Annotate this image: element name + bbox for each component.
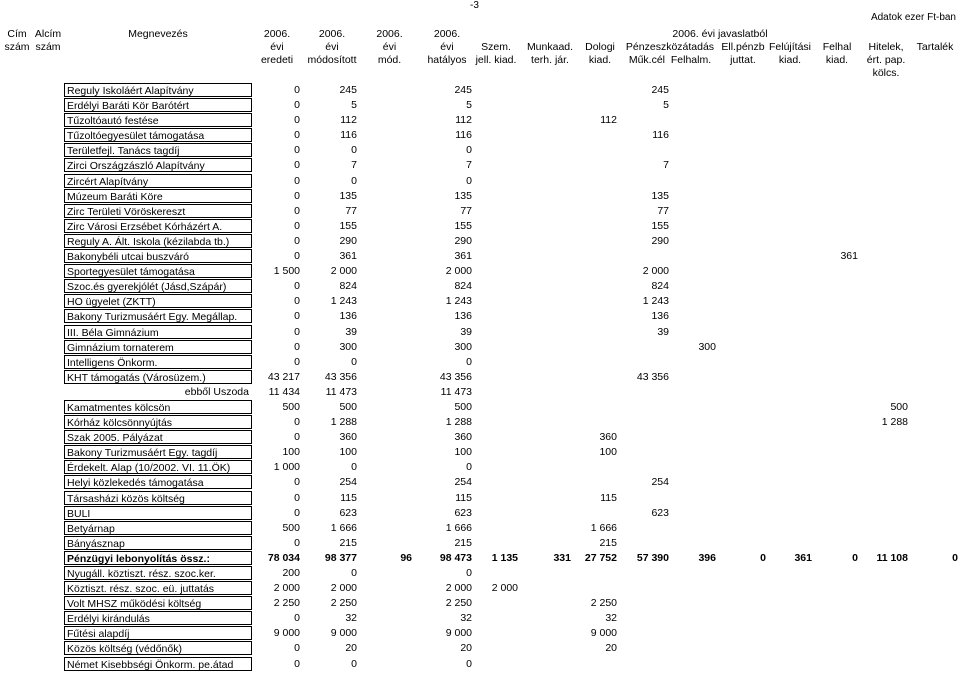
cell-hatalyos: 290 <box>454 234 472 247</box>
cell-modositott: 155 <box>339 219 357 232</box>
header-alcim: Alcím szám <box>34 28 62 53</box>
row-name: Intelligens Önkorm. <box>67 356 158 369</box>
cell-modositott: 1 666 <box>330 521 357 534</box>
cell-eredeti: 0 <box>294 189 300 202</box>
cell-modositott: 32 <box>345 612 357 625</box>
cell-hatalyos: 116 <box>455 129 472 142</box>
cell-eredeti: 0 <box>294 114 300 127</box>
row-name: Volt MHSZ működési költség <box>67 598 202 611</box>
cell-hatalyos: 43 356 <box>439 370 472 383</box>
row-name-cell <box>64 234 252 248</box>
table-row <box>0 340 960 355</box>
cell-hatalyos: 136 <box>454 310 472 323</box>
cell-hatalyos: 112 <box>455 114 472 127</box>
row-name-cell <box>64 83 252 97</box>
row-name: Bakonybéli utcai buszváró <box>67 251 189 264</box>
cell-hatalyos: 77 <box>460 204 472 217</box>
cell-hatalyos: 0 <box>466 567 472 579</box>
row-name: Bányásznap <box>67 537 125 550</box>
cell-modositott: 20 <box>345 642 357 655</box>
row-name-cell <box>64 596 252 610</box>
cell-muk: 290 <box>651 234 669 247</box>
cell-hatalyos: 0 <box>466 461 472 474</box>
row-name-cell <box>64 581 252 595</box>
table-row <box>0 309 960 324</box>
cell-hatalyos: 360 <box>454 431 472 444</box>
table-header <box>0 26 960 82</box>
row-name: Szak 2005. Pályázat <box>67 432 163 445</box>
header-hitelek: Hitelek, ért. pap. kölcs. <box>866 41 906 79</box>
cell-hatalyos: 0 <box>466 174 472 187</box>
cell-modositott: 2 250 <box>330 597 357 610</box>
header-munkaad: Munkaad. terh. jár. <box>526 41 574 66</box>
header-cim: Cím szám <box>4 28 30 53</box>
header-dologi: Dologi kiad. <box>585 41 615 66</box>
row-name: Bakony Turizmusáért Egy. Megállap. <box>67 311 238 324</box>
cell-dologi: 112 <box>600 114 617 127</box>
cell-eredeti: 500 <box>282 521 300 534</box>
row-name-cell <box>64 370 252 384</box>
cell-eredeti: 0 <box>294 129 300 142</box>
cell-hatalyos: 115 <box>455 491 472 504</box>
cell-modositott: 115 <box>340 491 357 504</box>
table-row <box>0 264 960 279</box>
row-name: Közös költség (védőnők) <box>67 643 182 656</box>
table-row <box>0 204 960 219</box>
table-row <box>0 219 960 234</box>
cell-eredeti: 0 <box>294 219 300 232</box>
row-name-cell <box>0 385 252 399</box>
cell-hatalyos: 1 666 <box>445 521 472 534</box>
cell-modositott: 2 000 <box>330 582 357 595</box>
cell-szem: 1 135 <box>491 551 518 564</box>
row-name: BULI <box>67 507 91 520</box>
cell-hatalyos: 5 <box>466 99 472 112</box>
table-row <box>0 83 960 98</box>
cell-dologi: 1 666 <box>590 521 617 534</box>
row-name: Helyi közlekedés támogatása <box>67 477 204 490</box>
cell-modositott: 1 243 <box>330 295 357 308</box>
row-name-cell <box>64 445 252 459</box>
page-number: -3 <box>470 0 479 11</box>
cell-eredeti: 2 250 <box>273 597 300 610</box>
row-name: Német Kisebbségi Önkorm. pe.átad <box>67 658 234 671</box>
row-name: Területfejl. Tanács tagdíj <box>67 145 180 158</box>
cell-modositott: 135 <box>339 189 357 202</box>
cell-feluj: 361 <box>794 551 812 564</box>
row-name: Betyárnap <box>67 522 115 535</box>
cell-hatalyos: 215 <box>454 536 472 549</box>
cell-muk: 116 <box>652 129 669 142</box>
table-row <box>0 657 960 672</box>
cell-modositott: 136 <box>339 310 357 323</box>
row-name: Zirci Országzászló Alapítvány <box>67 160 205 173</box>
row-name: Erdélyi kirándulás <box>67 613 150 626</box>
table-row <box>0 506 960 521</box>
cell-modositott: 116 <box>340 129 357 142</box>
row-name: Múzeum Baráti Köre <box>67 190 163 203</box>
cell-modositott: 77 <box>345 204 357 217</box>
cell-modositott: 361 <box>339 250 357 263</box>
cell-muk: 7 <box>663 159 669 172</box>
cell-hatalyos: 100 <box>454 446 472 459</box>
cell-dologi: 32 <box>605 612 617 625</box>
cell-eredeti: 200 <box>282 567 300 579</box>
cell-muk: 254 <box>651 476 669 489</box>
cell-eredeti: 0 <box>294 355 300 368</box>
table-row <box>0 491 960 506</box>
cell-muk: 57 390 <box>636 551 669 564</box>
row-name-cell <box>64 536 252 550</box>
table-row <box>0 581 960 596</box>
cell-hatalyos: 500 <box>454 400 472 413</box>
cell-modositott: 43 356 <box>324 370 357 383</box>
table-row <box>0 294 960 309</box>
row-name-cell <box>64 415 252 429</box>
cell-muk: 43 356 <box>636 370 669 383</box>
header-hatalyos: 2006. évi hatályos <box>427 28 467 66</box>
cell-modositott: 0 <box>351 461 357 474</box>
cell-modositott: 2 000 <box>330 265 357 278</box>
cell-muk: 39 <box>657 325 669 338</box>
cell-hatalyos: 2 250 <box>445 597 472 610</box>
row-name-cell <box>64 430 252 444</box>
header-felhal: Felhal kiad. <box>822 41 852 66</box>
cell-muk: 155 <box>651 219 669 232</box>
cell-modositott: 245 <box>339 84 357 96</box>
table-row <box>0 641 960 656</box>
cell-modositott: 360 <box>339 431 357 444</box>
table-row <box>0 189 960 204</box>
row-name: Zirc Területi Vöröskereszt <box>67 205 186 218</box>
cell-muk: 5 <box>663 99 669 112</box>
row-name-cell <box>64 158 252 172</box>
table-row <box>0 596 960 611</box>
row-name: Köztiszt. rész. szoc. eü. juttatás <box>67 583 215 596</box>
cell-eredeti: 500 <box>282 400 300 413</box>
row-name-cell <box>64 113 252 127</box>
cell-eredeti: 11 434 <box>268 385 300 398</box>
cell-mod: 96 <box>400 551 412 564</box>
row-name: Tűzoltóautó festése <box>67 115 159 128</box>
row-name-cell <box>64 98 252 112</box>
cell-modositott: 0 <box>351 355 357 368</box>
cell-hatalyos: 623 <box>454 506 472 519</box>
cell-hitel: 1 288 <box>881 416 908 429</box>
cell-hatalyos: 300 <box>454 340 472 353</box>
table-row <box>0 234 960 249</box>
cell-modositott: 0 <box>351 144 357 157</box>
cell-eredeti: 0 <box>294 416 300 429</box>
table-row <box>0 174 960 189</box>
row-name-cell <box>64 309 252 323</box>
cell-hitel: 11 108 <box>876 551 908 564</box>
cell-eredeti: 78 034 <box>267 551 300 564</box>
cell-hatalyos: 9 000 <box>445 627 472 640</box>
row-name-cell <box>64 506 252 520</box>
cell-felhalm: 300 <box>698 340 716 353</box>
table-row <box>0 355 960 370</box>
cell-modositott: 98 377 <box>324 551 357 564</box>
cell-eredeti: 1 500 <box>273 265 300 278</box>
cell-hatalyos: 0 <box>466 144 472 157</box>
table-row <box>0 143 960 158</box>
cell-dologi: 215 <box>599 536 617 549</box>
cell-hatalyos: 155 <box>454 219 472 232</box>
cell-modositott: 11 473 <box>325 385 357 398</box>
table-row <box>0 385 960 400</box>
cell-hatalyos: 2 000 <box>445 265 472 278</box>
row-name-cell <box>64 219 252 233</box>
cell-ell: 0 <box>760 551 766 564</box>
cell-hatalyos: 39 <box>460 325 472 338</box>
row-name-cell <box>64 657 252 671</box>
cell-dologi: 360 <box>599 431 617 444</box>
cell-modositott: 0 <box>351 174 357 187</box>
row-name-cell <box>64 189 252 203</box>
cell-eredeti: 0 <box>294 657 300 670</box>
cell-modositott: 623 <box>339 506 357 519</box>
cell-hatalyos: 824 <box>454 280 472 293</box>
cell-eredeti: 0 <box>294 280 300 293</box>
cell-modositott: 5 <box>351 99 357 112</box>
row-name-cell <box>64 475 252 489</box>
header-felujitasi: Felújítási kiad. <box>768 41 811 66</box>
cell-eredeti: 1 000 <box>273 461 300 474</box>
row-name-cell <box>64 400 252 414</box>
cell-hatalyos: 135 <box>454 189 472 202</box>
header-megnevezes: Megnevezés <box>128 28 188 40</box>
table-body <box>0 83 960 672</box>
table-row <box>0 325 960 340</box>
header-tartalek: Tartalék <box>916 41 954 53</box>
row-name-cell <box>64 641 252 655</box>
row-name: Érdekelt. Alap (10/2002. VI. 11.ÖK) <box>67 462 231 475</box>
table-row <box>0 128 960 143</box>
table-row <box>0 445 960 460</box>
cell-eredeti: 0 <box>294 174 300 187</box>
cell-hatalyos: 11 473 <box>440 385 472 398</box>
cell-modositott: 7 <box>351 159 357 172</box>
row-name: III. Béla Gimnázium <box>67 326 159 339</box>
cell-eredeti: 0 <box>294 159 300 172</box>
cell-dologi: 100 <box>599 446 617 459</box>
cell-dologi: 2 250 <box>590 597 617 610</box>
row-name-cell <box>64 566 252 580</box>
cell-eredeti: 0 <box>294 431 300 444</box>
cell-hatalyos: 1 243 <box>445 295 472 308</box>
header-szem: Szem. jell. kiad. <box>475 41 517 66</box>
row-name: Nyugáll. köztiszt. rész. szoc.ker. <box>67 568 216 580</box>
row-name: Reguly Iskoláért Alapítvány <box>67 85 194 97</box>
cell-dologi: 9 000 <box>590 627 617 640</box>
header-modositott: 2006. évi módosított <box>307 28 357 66</box>
header-mod: 2006. évi mód. <box>376 28 403 66</box>
row-name-cell <box>64 611 252 625</box>
row-name: Szoc.és gyerekjólét (Jásd,Szápár) <box>67 281 227 294</box>
cell-modositott: 39 <box>345 325 357 338</box>
row-name-cell <box>64 355 252 369</box>
cell-hatalyos: 20 <box>460 642 472 655</box>
cell-muk: 2 000 <box>642 265 669 278</box>
cell-muk: 77 <box>657 204 669 217</box>
row-name: Kamatmentes kölcsön <box>67 401 171 414</box>
cell-muk: 245 <box>651 84 669 96</box>
table-row <box>0 113 960 128</box>
header-group-title: 2006. évi javaslatból <box>672 28 768 40</box>
row-name-cell <box>64 143 252 157</box>
row-name: Tűzoltóegyesület támogatása <box>67 130 205 143</box>
cell-modositott: 254 <box>339 476 357 489</box>
cell-modositott: 500 <box>339 400 357 413</box>
cell-eredeti: 0 <box>294 84 300 96</box>
row-name-cell <box>64 249 252 263</box>
row-name: Zircért Alapítvány <box>67 175 149 188</box>
cell-modositott: 100 <box>339 446 357 459</box>
cell-muk: 136 <box>651 310 669 323</box>
cell-dologi: 20 <box>605 642 617 655</box>
cell-eredeti: 0 <box>294 204 300 217</box>
row-name-cell <box>64 325 252 339</box>
cell-muk: 1 243 <box>642 295 669 308</box>
cell-modositott: 824 <box>339 280 357 293</box>
cell-dologi: 27 752 <box>584 551 617 564</box>
table-row <box>0 430 960 445</box>
cell-muk: 135 <box>651 189 669 202</box>
row-name-cell <box>64 521 252 535</box>
row-name-cell <box>64 128 252 142</box>
cell-munkaad: 331 <box>553 551 571 564</box>
table-row <box>0 279 960 294</box>
cell-modositott: 112 <box>340 114 357 127</box>
cell-modositott: 9 000 <box>330 627 357 640</box>
cell-muk: 824 <box>651 280 669 293</box>
cell-hatalyos: 0 <box>466 355 472 368</box>
cell-hatalyos: 254 <box>454 476 472 489</box>
cell-eredeti: 0 <box>294 476 300 489</box>
row-name: HO ügyelet (ZKTT) <box>67 296 156 309</box>
row-name: Zirc Városi Erzsébet Kórházért A. <box>67 220 223 233</box>
row-name: Sportegyesület támogatása <box>67 266 195 279</box>
cell-dologi: 115 <box>600 491 617 504</box>
table-row <box>0 536 960 551</box>
cell-felhal: 0 <box>852 551 858 564</box>
cell-modositott: 290 <box>339 234 357 247</box>
table-row <box>0 626 960 641</box>
row-name: Erdélyi Baráti Kör Barótért <box>67 100 189 113</box>
row-name-cell <box>64 174 252 188</box>
cell-muk: 623 <box>651 506 669 519</box>
cell-hatalyos: 1 288 <box>445 416 472 429</box>
row-name: Gimnázium tornaterem <box>67 341 174 354</box>
cell-eredeti: 0 <box>294 144 300 157</box>
header-penzeszkozatadas: Pénzeszközátadás Műk.cél Felhalm. <box>625 41 715 66</box>
cell-eredeti: 0 <box>294 99 300 112</box>
cell-eredeti: 100 <box>282 446 300 459</box>
row-name: KHT támogatás (Városüzem.) <box>67 371 206 384</box>
table-row <box>0 249 960 264</box>
table-row <box>0 551 960 566</box>
row-name-cell <box>64 294 252 308</box>
cell-modositott: 0 <box>351 657 357 670</box>
cell-eredeti: 0 <box>294 295 300 308</box>
row-name: Kórház kölcsönnyújtás <box>67 417 173 430</box>
row-name-cell <box>64 626 252 640</box>
cell-eredeti: 2 000 <box>273 582 300 595</box>
cell-modositott: 215 <box>339 536 357 549</box>
cell-tart: 0 <box>952 551 958 564</box>
row-name-cell <box>64 279 252 293</box>
cell-eredeti: 0 <box>294 340 300 353</box>
table-row <box>0 415 960 430</box>
cell-eredeti: 0 <box>294 491 300 504</box>
row-name-cell <box>64 204 252 218</box>
cell-modositott: 0 <box>351 567 357 579</box>
cell-modositott: 300 <box>339 340 357 353</box>
table-row <box>0 98 960 113</box>
unit-note: Adatok ezer Ft-ban <box>870 12 956 23</box>
cell-modositott: 1 288 <box>330 416 357 429</box>
header-ellpenzb: Ell.pénzb juttat. <box>721 41 765 66</box>
cell-hatalyos: 2 000 <box>445 582 472 595</box>
row-name: Társasházi közös költség <box>67 492 185 505</box>
header-eredeti: 2006. évi eredeti <box>260 28 294 66</box>
cell-eredeti: 43 217 <box>267 370 300 383</box>
cell-eredeti: 0 <box>294 536 300 549</box>
table-row <box>0 460 960 475</box>
row-name-cell <box>64 264 252 278</box>
table-row <box>0 370 960 385</box>
table-row <box>0 521 960 536</box>
cell-eredeti: 0 <box>294 612 300 625</box>
row-name-cell <box>64 460 252 474</box>
cell-hatalyos: 245 <box>454 84 472 96</box>
cell-eredeti: 0 <box>294 506 300 519</box>
cell-hatalyos: 7 <box>466 159 472 172</box>
cell-eredeti: 0 <box>294 310 300 323</box>
row-name-cell <box>64 491 252 505</box>
table-row <box>0 400 960 415</box>
row-name: ebből Uszoda <box>184 385 249 398</box>
cell-eredeti: 0 <box>294 642 300 655</box>
cell-eredeti: 0 <box>294 250 300 263</box>
row-name: Reguly A. Ált. Iskola (kézilabda tb.) <box>67 235 230 248</box>
cell-felhalm: 396 <box>698 551 716 564</box>
table-row <box>0 611 960 626</box>
cell-eredeti: 9 000 <box>273 627 300 640</box>
row-name: Fűtési alapdíj <box>67 628 130 641</box>
cell-eredeti: 0 <box>294 325 300 338</box>
row-name: Bakony Turizmusáért Egy. tagdíj <box>67 447 218 460</box>
table-row <box>0 475 960 490</box>
cell-eredeti: 0 <box>294 234 300 247</box>
cell-felhal: 361 <box>840 250 858 263</box>
table-row <box>0 566 960 581</box>
row-name: Pénzügyi lebonyolítás össz.: <box>67 552 210 565</box>
cell-hitel: 500 <box>890 400 908 413</box>
cell-hatalyos: 361 <box>454 250 472 263</box>
row-name-cell <box>64 551 252 565</box>
cell-hatalyos: 0 <box>466 657 472 670</box>
table-row <box>0 158 960 173</box>
cell-hatalyos: 32 <box>460 612 472 625</box>
row-name-cell <box>64 340 252 354</box>
cell-hatalyos: 98 473 <box>439 551 472 564</box>
cell-szem: 2 000 <box>491 582 518 595</box>
